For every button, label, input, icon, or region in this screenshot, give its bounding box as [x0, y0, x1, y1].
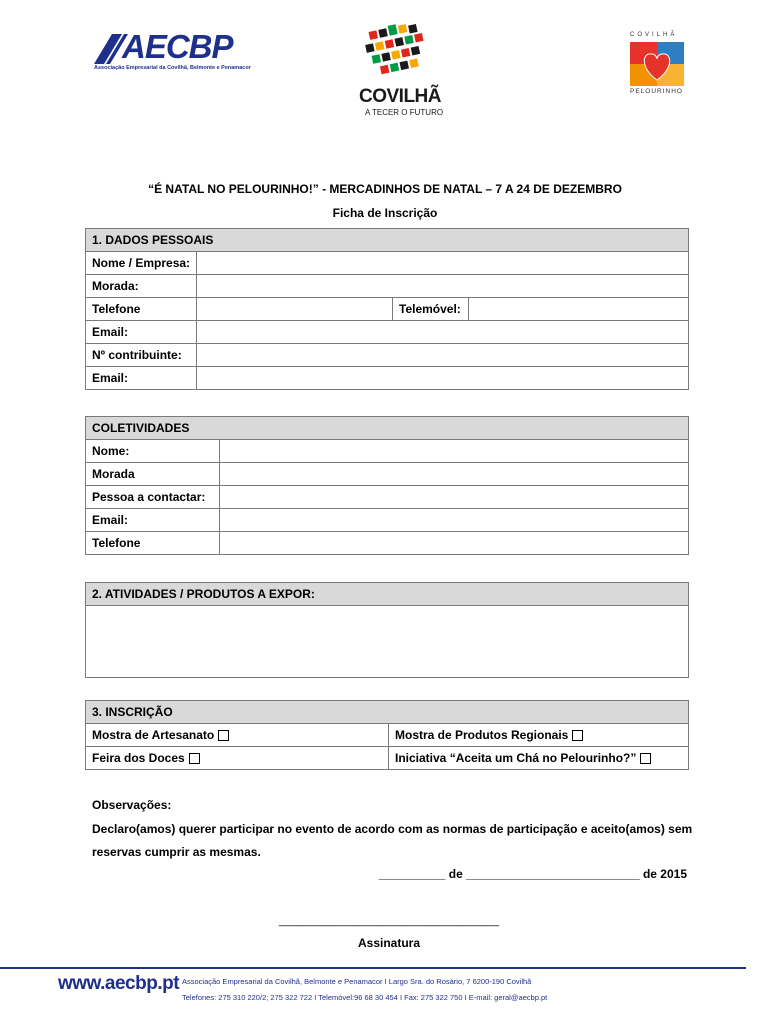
covilha-logo	[355, 20, 445, 120]
colet-telefone-field[interactable]	[220, 532, 689, 555]
telefone-field[interactable]	[197, 298, 393, 321]
telefone-label: Telefone	[86, 298, 197, 321]
coletividades-table	[85, 416, 689, 555]
colet-morada-field[interactable]	[220, 463, 689, 486]
covilha-tagline: A TECER O FUTURO	[365, 108, 444, 117]
colet-morada-label: Morada	[86, 463, 220, 486]
pelourinho-bottom-text: PELOURINHO	[630, 88, 683, 95]
aecbp-logo-text: AECBP	[122, 28, 233, 65]
footer-website[interactable]: www.aecbp.pt	[58, 973, 180, 994]
pelourinho-top-text: COVILHÃ	[630, 32, 678, 38]
colet-telefone-label: Telefone	[86, 532, 220, 555]
date-line[interactable]: __________ de __________________________ de 2015	[378, 867, 687, 881]
artesanato-checkbox[interactable]	[218, 730, 229, 741]
cha-checkbox[interactable]	[640, 753, 651, 764]
regionais-checkbox[interactable]	[572, 730, 583, 741]
morada-label: Morada:	[86, 275, 197, 298]
pelourinho-logo	[628, 32, 686, 102]
cha-label: Iniciativa “Aceita um Chá no Pelourinho?”	[395, 751, 637, 765]
regionais-option[interactable]	[389, 724, 689, 747]
doces-option[interactable]	[86, 747, 389, 770]
nome-empresa-field[interactable]	[197, 252, 689, 275]
colet-nome-label: Nome:	[86, 440, 220, 463]
aecbp-logo-subtitle: Associação Empresarial da Covilhã, Belmonte e Penamacor	[94, 65, 251, 71]
artesanato-label: Mostra de Artesanato	[92, 728, 215, 742]
inscricao-header: 3. INSCRIÇÃO	[86, 701, 689, 724]
atividades-header: 2. ATIVIDADES / PRODUTOS A EXPOR:	[86, 583, 689, 606]
pelourinho-heart-icon	[630, 42, 684, 86]
document-subtitle: Ficha de Inscrição	[332, 206, 438, 220]
atividades-table	[85, 582, 689, 678]
footer-contacts: Telefones: 275 310 220/2; 275 322 722 I Telemóvel:96 68 30 454 I Fax: 275 322 750 I E-mail: geral@aecbp.pt	[182, 993, 548, 1002]
regionais-label: Mostra de Produtos Regionais	[395, 728, 569, 742]
nome-empresa-label: Nome / Empresa:	[86, 252, 197, 275]
aecbp-logo	[92, 30, 262, 75]
footer-address: Associação Empresarial da Covilhã, Belmonte e Penamacor I Largo Sra. do Rosário, 7 6200-190 Covilhã	[182, 977, 532, 986]
telemovel-field[interactable]	[469, 298, 689, 321]
covilha-logo-text: COVILHÃ	[359, 86, 441, 107]
telemovel-label: Telemóvel:	[393, 298, 469, 321]
declaration-line-2: reservas cumprir as mesmas.	[92, 845, 261, 859]
colet-pessoa-field[interactable]	[220, 486, 689, 509]
dados-pessoais-table	[85, 228, 689, 390]
colet-pessoa-label: Pessoa a contactar:	[86, 486, 220, 509]
email-label: Email:	[86, 321, 197, 344]
signature-label: Assinatura	[357, 936, 421, 950]
contribuinte-label: Nº contribuinte:	[86, 344, 197, 367]
document-title: “É NATAL NO PELOURINHO!” - MERCADINHOS DE NATAL – 7 A 24 DE DEZEMBRO	[148, 182, 622, 196]
inscricao-table	[85, 700, 689, 770]
colet-nome-field[interactable]	[220, 440, 689, 463]
email-field[interactable]	[197, 321, 689, 344]
doces-checkbox[interactable]	[189, 753, 200, 764]
colet-email-label: Email:	[86, 509, 220, 532]
doces-label: Feira dos Doces	[92, 751, 185, 765]
colet-email-field[interactable]	[220, 509, 689, 532]
declaration-line-1: Declaro(amos) querer participar no evento de acordo com as normas de participação e aceito(amos) sem	[92, 822, 693, 836]
email2-field[interactable]	[197, 367, 689, 390]
dados-pessoais-header: 1. DADOS PESSOAIS	[86, 229, 689, 252]
coletividades-header: COLETIVIDADES	[86, 417, 689, 440]
contribuinte-field[interactable]	[197, 344, 689, 367]
cha-option[interactable]	[389, 747, 689, 770]
footer-divider	[0, 967, 746, 969]
observacoes-label: Observações:	[92, 798, 172, 812]
signature-line[interactable]: ____________________________________	[278, 915, 500, 927]
artesanato-option[interactable]	[86, 724, 389, 747]
atividades-field[interactable]	[86, 606, 689, 678]
covilha-weave-icon	[360, 20, 450, 90]
morada-field[interactable]	[197, 275, 689, 298]
email2-label: Email:	[86, 367, 197, 390]
